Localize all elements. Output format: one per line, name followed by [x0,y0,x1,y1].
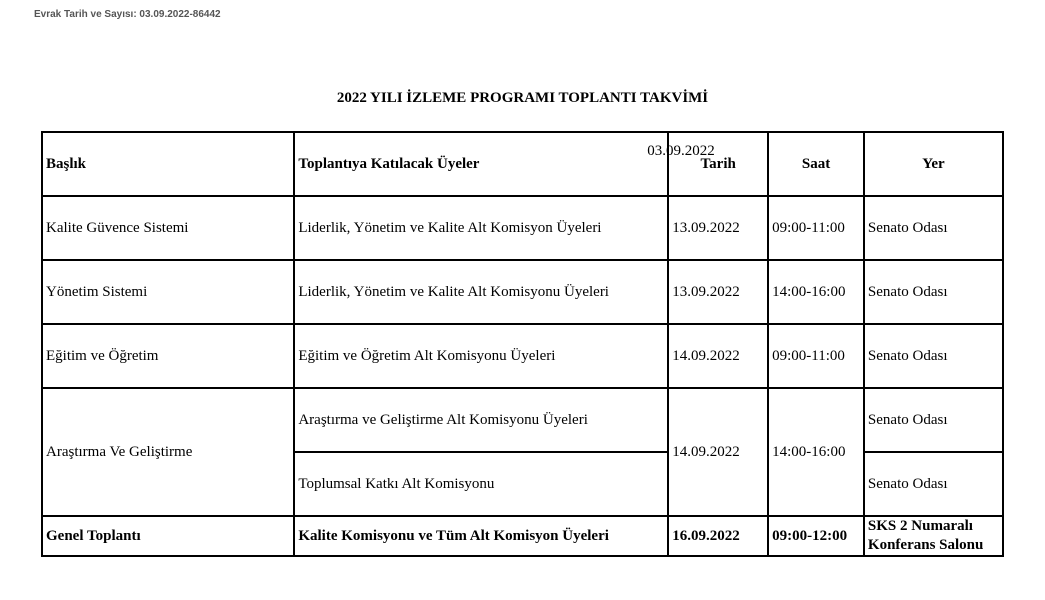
document-reference: Evrak Tarih ve Sayısı: 03.09.2022-86442 [34,9,221,20]
header-saat: Saat [768,132,864,196]
cell-tarih: 16.09.2022 [668,516,768,556]
table-header-row [42,132,1003,196]
yer-line-1: SKS 2 Numaralı [867,518,973,534]
table-row [42,388,1003,452]
header-yer: Yer [864,132,1003,196]
cell-saat: 09:00-11:00 [768,196,864,260]
cell-tarih: 13.09.2022 [668,196,768,260]
meeting-schedule-table [41,131,1004,557]
cell-tarih: 14.09.2022 [668,324,768,388]
table-row [42,324,1003,388]
cell-baslik: Araştırma Ve Geliştirme [42,388,294,516]
cell-uyeler: Liderlik, Yönetim ve Kalite Alt Komisyon Üyeleri [294,196,668,260]
header-tarih [647,132,768,196]
cell-yer: Senato Odası [864,388,1003,452]
cell-yer [864,516,1003,556]
cell-baslik: Genel Toplantı [42,516,294,556]
cell-uyeler: Kalite Komisyonu ve Tüm Alt Komisyon Üyeleri [294,516,668,556]
cell-uyeler: Araştırma ve Geliştirme Alt Komisyonu Üyeleri [294,388,668,452]
cell-yer: Senato Odası [864,324,1003,388]
header-tarih-label: Tarih [700,155,736,172]
header-uyeler: Toplantıya Katılacak Üyeler [294,132,668,196]
cell-baslik: Yönetim Sistemi [42,260,294,324]
cell-uyeler: Eğitim ve Öğretim Alt Komisyonu Üyeleri [294,324,668,388]
cell-yer: Senato Odası [864,452,1003,516]
header-baslik: Başlık [42,132,294,196]
cell-yer: Senato Odası [864,196,1003,260]
cell-saat: 14:00-16:00 [768,388,864,516]
table-row-genel [42,516,1003,556]
cell-baslik: Eğitim ve Öğretim [42,324,294,388]
table-row [42,260,1003,324]
yer-line-2: Konferans Salonu [867,537,984,553]
cell-uyeler: Liderlik, Yönetim ve Kalite Alt Komisyonu Üyeleri [294,260,668,324]
cell-uyeler: Toplumsal Katkı Alt Komisyonu [294,452,668,516]
cell-saat: 09:00-11:00 [768,324,864,388]
cell-tarih: 13.09.2022 [668,260,768,324]
cell-tarih: 14.09.2022 [668,388,768,516]
cell-saat: 09:00-12:00 [768,516,864,556]
cell-saat: 14:00-16:00 [768,260,864,324]
table-row [42,196,1003,260]
page-title: 2022 YILI İZLEME PROGRAMI TOPLANTI TAKVİMİ [336,90,709,106]
cell-yer: Senato Odası [864,260,1003,324]
cell-baslik: Kalite Güvence Sistemi [42,196,294,260]
stamp-date: 03.09.2022 [647,143,715,159]
